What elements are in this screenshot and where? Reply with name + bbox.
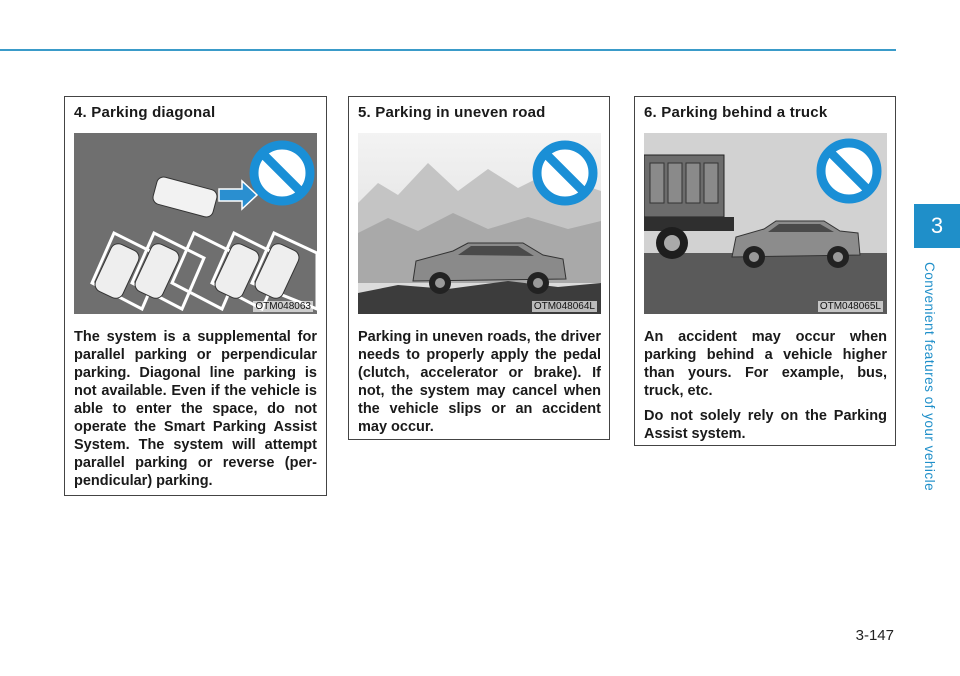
card-parking-diagonal <box>64 96 327 496</box>
card-body <box>358 328 601 443</box>
card-title: 5. Parking in uneven road <box>358 104 546 121</box>
prohibition-sign-icon <box>821 143 877 199</box>
chapter-title: Convenient features of your vehicle <box>922 262 937 492</box>
page-number: 3-147 <box>855 627 894 644</box>
card-paragraph: Parking in uneven roads, the driver needs to properly apply the pedal (clutch, accelerator or brake). If not, the system may cancel when the vehicle slips or an accident may occur. <box>358 329 601 435</box>
figure-code: OTM048064L <box>533 301 595 312</box>
card-title: 4. Parking diagonal <box>74 104 216 121</box>
header-rule <box>0 49 896 51</box>
prohibition-sign-icon <box>254 145 310 201</box>
card-body <box>74 328 317 497</box>
card-parking-uneven-road <box>348 96 610 440</box>
figure-code: OTM048065L <box>819 301 881 312</box>
figure-code: OTM048063 <box>255 301 311 312</box>
card-paragraph: Do not solely rely on the Parking Assist system. <box>644 408 887 442</box>
card-paragraph: An accident may occur when parking behind a vehicle higher than yours. For example, bus, truck, etc. <box>644 329 887 399</box>
prohibition-sign-icon <box>537 145 593 201</box>
card-title: 6. Parking behind a truck <box>644 104 828 121</box>
card-paragraph: The system is a supplemental for parallel parking or perpendicular parking. Diagonal line parking is not available. Even if the vehicle is able to enter the space, do not operate the Smart Parking Assist System. The system will attempt parallel parking or reverse (per-pendicular) parking. <box>74 329 317 489</box>
figure-parking-diagonal <box>74 133 317 314</box>
figure-parking-behind-truck <box>644 133 887 314</box>
card-body <box>644 328 887 450</box>
figure-parking-uneven-road <box>358 133 601 314</box>
chapter-tab: 3 <box>914 204 960 248</box>
card-parking-behind-truck <box>634 96 896 446</box>
